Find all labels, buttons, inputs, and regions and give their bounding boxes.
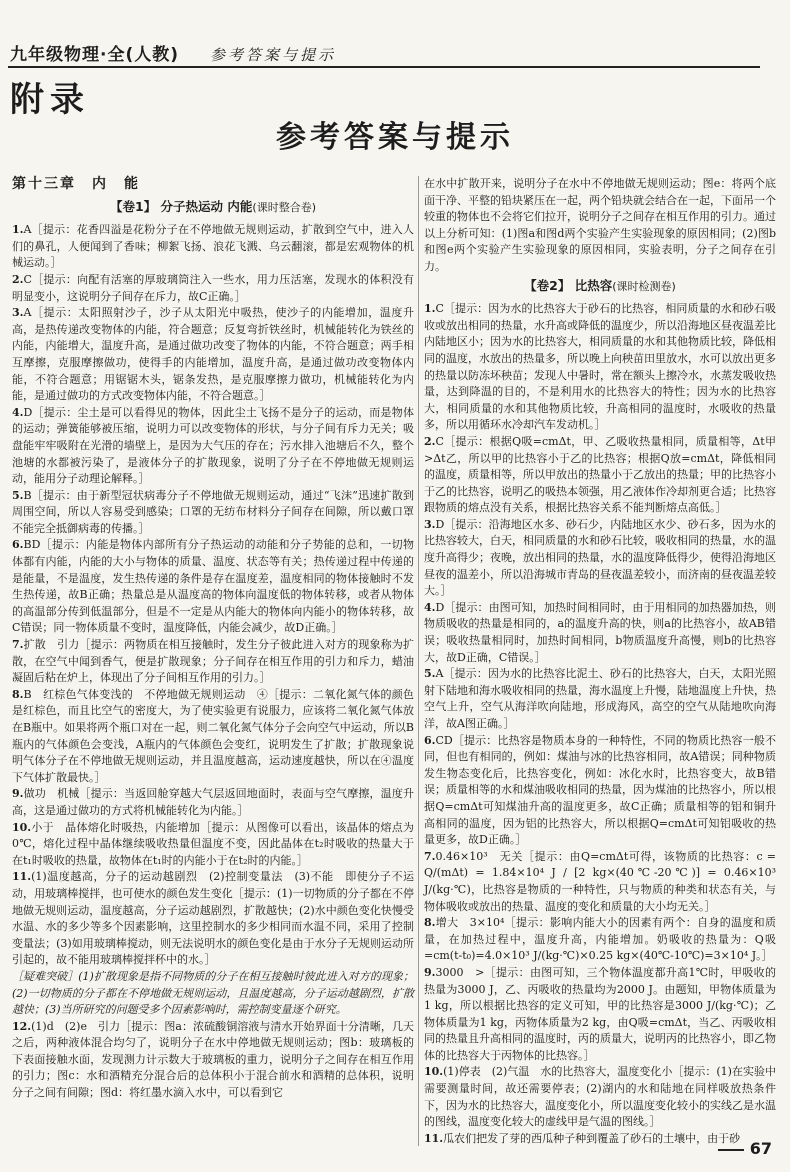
answer-number: 5. [424, 667, 436, 681]
left-section-heading [12, 199, 414, 217]
answer-number: 8. [424, 916, 436, 930]
section-title: 参考答案与提示 [210, 46, 337, 64]
answer-item [424, 517, 776, 600]
answer-number: 3. [12, 306, 24, 320]
answer-item [12, 222, 414, 272]
answer-text: 3000 >［提示：由图可知，三个物体温度都升高1℃时，甲吸收的热量为3000 J，乙、丙吸收的热量均为2000 J。由题知，甲物体质量为1 kg，所以根据比热容的定义可知，甲的比热容是3000 J/(kg·℃)；乙物体质量为1 kg，丙物体质量为2 kg，由Q吸=cmΔt，当乙、丙吸收相同的热量且升高相同的温度时，丙的质量大，说明丙的比热容小，即乙物体的比热容大于丙物体的比热容。］ [424, 965, 776, 1062]
answer-item [424, 434, 776, 517]
answer-item [12, 786, 414, 819]
column-divider [418, 176, 419, 1146]
answer-item [424, 965, 776, 1065]
answer-number: 1. [424, 302, 436, 316]
right-heading-tag: (课时检测卷) [612, 279, 676, 293]
answer-number: 4. [424, 600, 436, 614]
answer-number: 8. [12, 687, 24, 701]
answer-text: D［提示：尘土是可以看得见的物体，因此尘土飞扬不是分子的运动，而是物体的运动；弹簧能够被压缩，说明力可以改变物体的形状，与分子间有斥力无关；吸盘能牢牢吸附在光滑的墙壁上，是因为大气压的存在；污水排入池塘后不久，整个池塘的水都被污染了，是液体分子的扩散现象，说明了分子在不停地做无规则运动，能用分子动理论解释。］ [12, 405, 414, 486]
answer-text: D［提示：由图可知，加热时间相同时，由于用相同的加热器加热，则物质吸收的热量是相同的，a的温度升高的快，则a的比热容小，故AB错误；吸收热量相同时，加热时间相同，b物质温度升高慢，则b的比热容大，故D正确，C错误。］ [424, 600, 776, 664]
left-heading-tag: (课时整合卷) [252, 200, 316, 214]
answer-item [424, 666, 776, 732]
answer-text: 小于 晶体熔化时吸热，内能增加［提示：从图像可以看出，该晶体的熔点为0℃，熔化过程中晶体继续吸收热量但温度不变，因此晶体在t₂时吸收的热量大于在t₁时吸收的热量，故物体在t₁时的内能小于在t₂时的内能。］ [12, 820, 414, 867]
answer-number: 7. [12, 638, 24, 652]
header-rule [8, 66, 760, 68]
answer-item [12, 537, 414, 637]
answer-number: 11. [424, 1131, 444, 1145]
main-title: 参考答案与提示 [276, 120, 514, 155]
answer-text: 增大 3×10⁴［提示：影响内能大小的因素有两个：自身的温度和质量，在加热过程中，温度升高，内能增加。奶吸收的热量为：Q吸=cm(t-t₀)=4.0×10³ J/(kg·℃)×0.25 kg×(40℃-10℃)=3×10⁴ J。］ [424, 916, 776, 963]
tip-note [12, 969, 414, 1019]
answer-number: 6. [12, 538, 24, 552]
answer-item [12, 869, 414, 969]
chapter-title: 第十三章 内 能 [12, 176, 140, 192]
answer-text: B［提示：由于新型冠状病毒分子不停地做无规则运动，通过“飞沫”迅速扩散到周围空间，所以人容易受到感染；口罩的无纺布材料分子间存在间隙，所以戴口罩不能完全抵御病毒的传播。］ [12, 488, 414, 535]
answer-number: 12. [12, 1019, 32, 1033]
left-heading-label: 【卷1】 分子热运动 内能 [110, 198, 253, 214]
answer-item [12, 488, 414, 538]
answer-text: C［提示：向配有活塞的厚玻璃筒注入一些水，用力压活塞，发现水的体积没有明显变小，这说明分子间存在斥力，故C正确。］ [12, 272, 414, 303]
page-number: 67 [718, 1139, 772, 1158]
answer-text: 瓜农们把发了芽的西瓜种子种到覆盖了砂石的土壤中，由于砂 [443, 1131, 741, 1145]
answer-item [12, 405, 414, 488]
right-answer-list [424, 301, 776, 1147]
answer-text: (1)停表 (2)气温 水的比热容大，温度变化小［提示：(1)在实验中需要测量时间，故还需要停表；(2)湖内的水和陆地在同样吸放热条件下，因为水的比热容大，温度变化小，所以温度变化较小的实线乙是水温的图线，温度变化较大的虚线甲是气温的图线。］ [424, 1065, 776, 1129]
right-column [424, 176, 776, 1147]
answer-number: 2. [12, 272, 24, 286]
right-heading-label: 【卷2】 比热容 [524, 277, 613, 293]
answer-item [12, 1019, 414, 1102]
answer-number: 11. [12, 870, 32, 884]
answer-number: 5. [12, 488, 24, 502]
answer-text: (1)d (2)e 引力［提示：图a：浓硫酸铜溶液与清水开始界面十分清晰，几天之后，两种液体混合均匀了，说明分子在水中停地做无规则运动；图b：玻璃板的下表面接触水面，发现测力计示数大于玻璃板的重力，说明分子之间存在相互作用的引力；图c：水和酒精充分混合后的总体积小于混合前水和酒精的总体积，说明分子之间有间隙；图d：将红墨水滴入水中，可以看到它 [12, 1019, 414, 1100]
answer-item [12, 305, 414, 405]
answer-text: A［提示：花香四溢是花粉分子在不停地做无规则运动，扩散到空气中，进入人们的鼻孔，人便闻到了香味；柳絮飞扬、浪花飞溅、乌云翻滚，都是宏观物体的机械运动。］ [12, 223, 414, 270]
answer-number: 2. [424, 434, 436, 448]
left-column [12, 176, 414, 1102]
answer-text: B 红棕色气体变浅的 不停地做无规则运动 ④［提示：二氧化氮气体的颜色是红棕色，而且比空气的密度大，为了使实验更有说服力，应该将二氧化氮气体放在B瓶中。如果将两个瓶口对在一起，则二氧化氮气体分子会向空气中运动，所以B瓶内的气体颜色会变浅，A瓶内的气体颜色会变红，说明发生了扩散；扩散现象说明气体分子在不停地做无规则运动，并且温度越高，运动速度越快，所以在④温度下气体扩散最快。］ [12, 687, 414, 784]
answer-text: ［疑难突破］(1)扩散现象是指不同物质的分子在相互接触时彼此进入对方的现象；(2)一切物质的分子都在不停地做无规则运动，且温度越高，分子运动越剧烈，扩散越快；(3)当所研究的问题受多个因素影响时，需控制变量逐个研究。 [12, 969, 414, 1017]
answer-text: A［提示：太阳照射沙子，沙子从太阳光中吸热，使沙子的内能增加，温度升高，是热传递改变物体的内能，符合题意；反复弯折铁丝时，机械能转化为铁丝的内能，内能增大，温度升高，是通过做功改变了物体的内能，不符合题意；两手相互摩擦，克服摩擦做功，使得手的内能增加，温度升高，是通过做功改变物体内能，不符合题意；用锯锯木头，锯条发热，是克服摩擦力做功，机械能转化为内能，是通过做功的方式改变物体内能，不符合题意。］ [12, 306, 414, 403]
answer-item [12, 272, 414, 305]
answer-text: CD［提示：比热容是物质本身的一种特性，不同的物质比热容一般不同，但也有相同的，例如：煤油与冰的比热容相同，故A错误；同种物质发生物态变化后，比热容变化，例如：冰化水时，比热容变大，故B错误；质量相等的水和煤油吸收相同的热量，因为煤油的比热容小，所以根据Q=cmΔt可知煤油升高的温度更多，故C正确；质量相等的铝和铜升高相同的温度，因为铝的比热容大，所以根据Q=cmΔt可知铝吸收的热量更多，故D正确。］ [424, 733, 776, 847]
answer-item [12, 637, 414, 687]
answer-number: 4. [12, 405, 24, 419]
answer-number: 9. [424, 965, 436, 979]
left-answer-list [12, 222, 414, 1101]
answer-item [12, 820, 414, 870]
answer-text: (1)温度越高，分子的运动越剧烈 (2)控制变量法 (3)不能 即使分子不运动，用玻璃棒搅拌，也可使水的颜色发生变化［提示：(1)一切物质的分子都在不停地做无规则运动，温度越高，分子运动越剧烈，扩散越快；(2)水中颜色变化快慢受水温、水的多少等多个因素影响，这里控制水的多少相同而水温不同，采用了控制变量法；(3)如用玻璃棒搅动，则无法说明水的颜色变化是由于水分子无规则运动所引起的，故不能用玻璃棒搅拌杯中的水。］ [12, 870, 414, 967]
answer-number: 1. [12, 223, 24, 237]
answer-text: D［提示：沿海地区水多、砂石少，内陆地区水少、砂石多，因为水的比热容较大，白天，相同质量的水和砂石比较，吸收相同的热量，水的温度升高得少；夜晚，放出相同的热量，水的温度降低得少，使得沿海地区昼夜的温差小，所以沿海城市青岛的昼夜温差较小，而济南的昼夜温差较大。］ [424, 517, 776, 598]
answer-text: 做功 机械［提示：当返回舱穿越大气层返回地面时，表面与空气摩擦，温度升高，这是通过做功的方式将机械能转化为内能。］ [12, 787, 414, 817]
answer-item [424, 733, 776, 849]
page-header [0, 0, 790, 68]
answer-number: 10. [12, 820, 32, 834]
answer-number: 7. [424, 849, 436, 863]
answer-item [12, 687, 414, 787]
answer-text: C［提示：因为水的比热容大于砂石的比热容，相同质量的水和砂石吸收或放出相同的热量，水升高或降低的温度少，所以沿海地区昼夜温差比内陆地区小；因为水的比热容大，相同质量的水和其他物质比较，降低相同的温度，水放出的热量多，所以晚上向秧苗田里放水，水可以放出更多的热量以防冻坏秧苗；发现人中暑时，常在额头上擦冷水，水蒸发吸收热量，达到降温的目的，不是利用水的比热容大的特性；因为水的比热容大，相同质量的水和其他物质比较，升高相同的温度时，水吸收的热量多，所以用循环水冷却汽车发动机。］ [424, 302, 776, 432]
answer-item [424, 915, 776, 965]
answer-number: 3. [424, 517, 436, 531]
answer-text: 0.46×10³ 无关［提示：由Q=cmΔt可得，该物质的比热容：c = Q/(mΔt) = 1.84×10⁴ J / [2 kg×(40℃-20℃)] = 0.46×10³ J/(kg·℃)，比热容是物质的一种特性，只与物质的种类和状态有关，与物体吸收或放出的热量、温度的变化和质量的大小均无关。］ [424, 849, 776, 913]
book-title: 九年级物理·全(人教) [10, 45, 179, 65]
answer-text: 扩散 引力［提示：两物质在相互接触时，发生分子彼此进入对方的现象称为扩散，在空气中闻到香气，便是扩散现象；分子间存在相互作用的引力和斥力，蜡油凝固后粘在炉上，体现出了分子间相互作用的引力。］ [12, 638, 414, 685]
appendix-label: 附录 [10, 80, 90, 120]
right-section-heading [424, 278, 776, 296]
answer-text: A［提示：因为水的比热容比泥土、砂石的比热容大，白天，太阳光照射下陆地和海水吸收相同的热量，海水温度上升慢，陆地温度上升快，热空气上升，空气从海洋吹向陆地，形成海风，高空的空气从陆地吹向海洋，故A图正确。］ [424, 667, 776, 730]
answer-number: 9. [12, 787, 24, 801]
right-intro-text: 在水中扩散开来，说明分子在水中不停地做无规则运动；图e：将两个底面干净、平整的铅块紧压在一起，两个铅块就会结合在一起，下面吊一个较重的物体也不会将它们拉开，说明分子之间存在相互作用的引力。通过以上分析可知：(1)图a和图d两个实验产生实验现象的原因相同；(2)图b和图e两个实验产生实验现象的原因相同，实验表明，分子之间存在引力。 [424, 177, 776, 273]
answer-number: 6. [424, 733, 436, 747]
answer-item [424, 301, 776, 434]
answer-text: C［提示：根据Q吸=cmΔt，甲、乙吸收热量相同，质量相等，Δt甲>Δt乙，所以甲的比热容小于乙的比热容；根据Q放=cmΔt，降低相同的温度，质量相等，所以甲放出的热量小于乙放出的热量；甲的比热容小于乙的比热容，说明乙的吸热本领强，用乙液体作冷却剂更合适；比热容跟物质的熔点没有关系，根据比热容关系不能判断熔点高低。］ [424, 434, 776, 515]
answer-item [424, 600, 776, 666]
answer-number: 10. [424, 1065, 444, 1079]
answer-text: BD［提示：内能是物体内部所有分子热运动的动能和分子势能的总和，一切物体都有内能，内能的大小与物体的质量、温度、状态等有关；热传递过程中传递的是能量，不是温度，发生热传递的条件是存在温度差，温度相同的物体接触时不发生热传递，故B正确；热量总是从温度高的物体向温度低的物体转移，或者从物体的高温部分传到低温部分，但是不一定是从内能大的物体向内能小的物体转移，故C错误；同一物体质量不变时，温度降低，内能会减少，故D正确。］ [12, 538, 414, 635]
answer-item [424, 849, 776, 915]
answer-item [424, 1064, 776, 1130]
